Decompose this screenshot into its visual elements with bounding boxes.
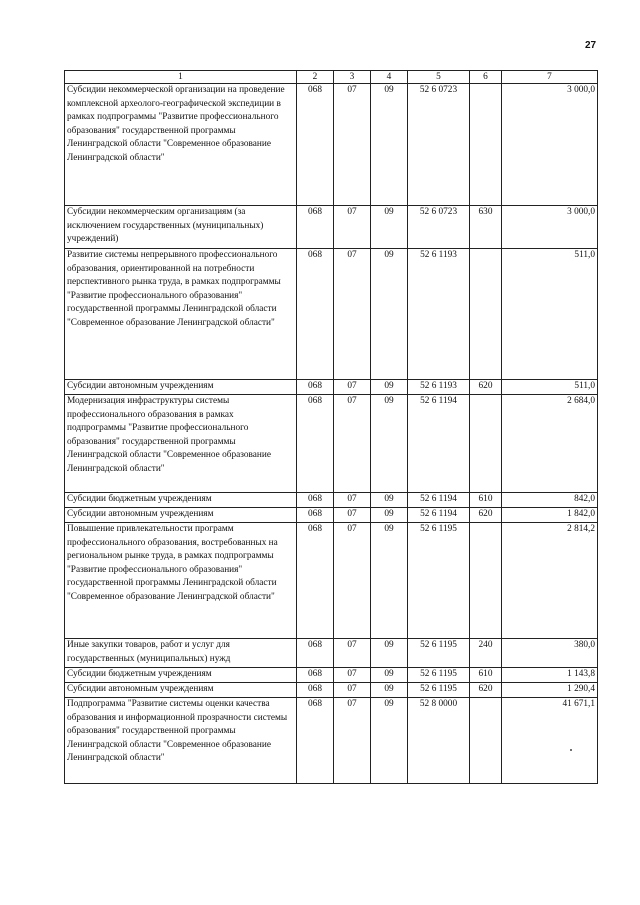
- row-description: Субсидии некоммерческой организации на проведение комплексной археолого-географической экспедиции в рамках подпрограммы "Развитие профессионального образования" государственной программы Ленинградской области "Современное образование Ленинградской области": [65, 84, 297, 206]
- cell-subsection: 09: [371, 508, 408, 523]
- cell-subsection: 09: [371, 683, 408, 698]
- cell-amount: 380,0: [502, 639, 598, 668]
- table-row: [65, 395, 598, 493]
- cell-section: 07: [334, 380, 371, 395]
- column-header: 3: [334, 71, 371, 84]
- cell-expense-type: [470, 395, 502, 493]
- cell-amount: 1 842,0: [502, 508, 598, 523]
- cell-ministry-code: 068: [297, 523, 334, 639]
- cell-expense-type: [470, 84, 502, 206]
- cell-expense-type: [470, 698, 502, 784]
- cell-expense-type: [470, 523, 502, 639]
- cell-subsection: 09: [371, 380, 408, 395]
- cell-ministry-code: 068: [297, 683, 334, 698]
- table-row: [65, 683, 598, 698]
- cell-expense-type: 610: [470, 493, 502, 508]
- cell-section: 07: [334, 493, 371, 508]
- cell-expense-type: 610: [470, 668, 502, 683]
- cell-ministry-code: 068: [297, 380, 334, 395]
- table-row: [65, 249, 598, 380]
- cell-section: 07: [334, 206, 371, 249]
- cell-ministry-code: 068: [297, 493, 334, 508]
- cell-target-article: 52 6 0723: [408, 206, 470, 249]
- cell-ministry-code: 068: [297, 395, 334, 493]
- cell-section: 07: [334, 508, 371, 523]
- row-description: Субсидии некоммерческим организациям (за исключением государственных (муниципальных) учреждений): [65, 206, 297, 249]
- scan-speck: [570, 749, 572, 751]
- table-row: [65, 380, 598, 395]
- cell-ministry-code: 068: [297, 639, 334, 668]
- cell-target-article: 52 6 1193: [408, 380, 470, 395]
- column-header: 5: [408, 71, 470, 84]
- cell-subsection: 09: [371, 523, 408, 639]
- cell-subsection: 09: [371, 249, 408, 380]
- cell-target-article: 52 6 1194: [408, 493, 470, 508]
- row-description: Субсидии бюджетным учреждениям: [65, 668, 297, 683]
- table-header-row: [65, 71, 598, 84]
- column-header: 6: [470, 71, 502, 84]
- row-description: Субсидии автономным учреждениям: [65, 683, 297, 698]
- cell-section: 07: [334, 683, 371, 698]
- cell-target-article: 52 6 1195: [408, 668, 470, 683]
- cell-target-article: 52 6 1195: [408, 683, 470, 698]
- row-description: Субсидии бюджетным учреждениям: [65, 493, 297, 508]
- cell-amount: 1 290,4: [502, 683, 598, 698]
- table-row: [65, 493, 598, 508]
- table-row: [65, 508, 598, 523]
- table-row: [65, 84, 598, 206]
- cell-target-article: 52 6 0723: [408, 84, 470, 206]
- cell-subsection: 09: [371, 84, 408, 206]
- row-description: Субсидии автономным учреждениям: [65, 380, 297, 395]
- row-description: Субсидии автономным учреждениям: [65, 508, 297, 523]
- table-row: [65, 668, 598, 683]
- cell-subsection: 09: [371, 395, 408, 493]
- cell-ministry-code: 068: [297, 249, 334, 380]
- cell-section: 07: [334, 395, 371, 493]
- row-description: Подпрограмма "Развитие системы оценки качества образования и информационной прозрачности системы образования" государственной программы Ленинградской области "Современное образование Ленинградской области": [65, 698, 297, 784]
- cell-subsection: 09: [371, 493, 408, 508]
- cell-expense-type: [470, 249, 502, 380]
- table-row: [65, 698, 598, 784]
- cell-amount: 842,0: [502, 493, 598, 508]
- cell-subsection: 09: [371, 698, 408, 784]
- cell-expense-type: 620: [470, 508, 502, 523]
- cell-section: 07: [334, 639, 371, 668]
- cell-expense-type: 630: [470, 206, 502, 249]
- cell-target-article: 52 6 1194: [408, 508, 470, 523]
- row-description: Модернизация инфраструктуры системы профессионального образования в рамках подпрограммы "Развитие профессионального образования" государственной программы Ленинградской области "Современное образование Ленинградской области": [65, 395, 297, 493]
- cell-amount: 511,0: [502, 249, 598, 380]
- budget-table: [64, 70, 598, 784]
- cell-expense-type: 240: [470, 639, 502, 668]
- cell-subsection: 09: [371, 206, 408, 249]
- cell-amount: 2 684,0: [502, 395, 598, 493]
- row-description: Иные закупки товаров, работ и услуг для государственных (муниципальных) нужд: [65, 639, 297, 668]
- cell-expense-type: 620: [470, 683, 502, 698]
- table-row: [65, 639, 598, 668]
- column-header: 4: [371, 71, 408, 84]
- column-header: 1: [65, 71, 297, 84]
- cell-target-article: 52 8 0000: [408, 698, 470, 784]
- cell-section: 07: [334, 249, 371, 380]
- row-description: Развитие системы непрерывного профессионального образования, ориентированной на потребности перспективного рынка труда, в рамках подпрограммы "Развитие профессионального образования" государственной программы Ленинградской области "Современное образование Ленинградской области": [65, 249, 297, 380]
- column-header: 7: [502, 71, 598, 84]
- cell-ministry-code: 068: [297, 508, 334, 523]
- table-row: [65, 206, 598, 249]
- page-number: 27: [585, 40, 597, 51]
- cell-section: 07: [334, 698, 371, 784]
- cell-amount: 511,0: [502, 380, 598, 395]
- cell-amount: 3 000,0: [502, 206, 598, 249]
- column-header: 2: [297, 71, 334, 84]
- cell-ministry-code: 068: [297, 84, 334, 206]
- cell-amount: 3 000,0: [502, 84, 598, 206]
- cell-target-article: 52 6 1195: [408, 523, 470, 639]
- cell-subsection: 09: [371, 639, 408, 668]
- cell-ministry-code: 068: [297, 668, 334, 683]
- cell-subsection: 09: [371, 668, 408, 683]
- cell-ministry-code: 068: [297, 206, 334, 249]
- cell-target-article: 52 6 1193: [408, 249, 470, 380]
- cell-amount: 1 143,8: [502, 668, 598, 683]
- cell-section: 07: [334, 84, 371, 206]
- cell-section: 07: [334, 668, 371, 683]
- cell-amount: 41 671,1: [502, 698, 598, 784]
- cell-target-article: 52 6 1195: [408, 639, 470, 668]
- cell-target-article: 52 6 1194: [408, 395, 470, 493]
- cell-amount: 2 814,2: [502, 523, 598, 639]
- cell-section: 07: [334, 523, 371, 639]
- row-description: Повышение привлекательности программ профессионального образования, востребованных на региональном рынке труда, в рамках подпрограммы "Развитие профессионального образования" государственной программы Ленинградской области "Современное образование Ленинградской области": [65, 523, 297, 639]
- table-row: [65, 523, 598, 639]
- cell-expense-type: 620: [470, 380, 502, 395]
- cell-ministry-code: 068: [297, 698, 334, 784]
